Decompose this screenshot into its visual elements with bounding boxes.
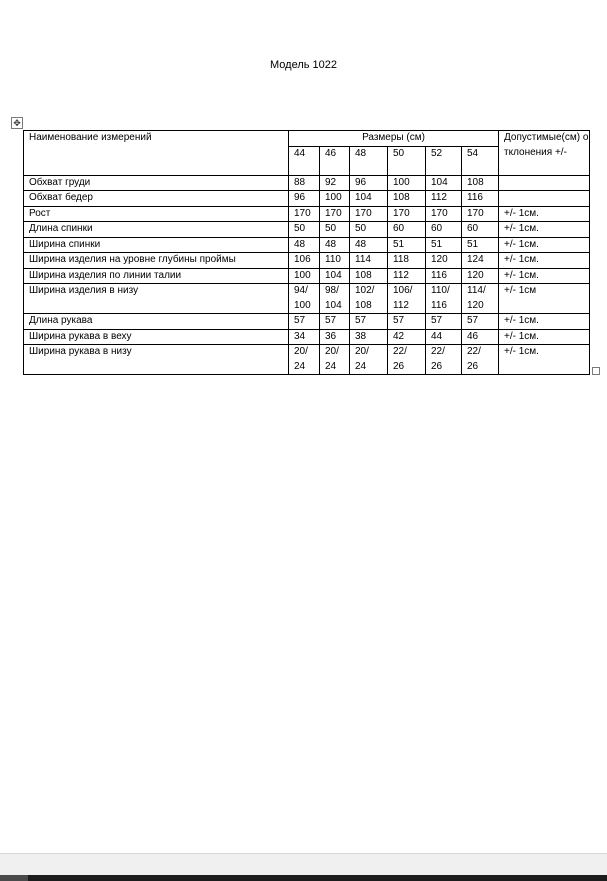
size-value-cell: 57: [289, 314, 320, 330]
size-value-cell: 170: [289, 206, 320, 222]
size-value-cell: 46: [462, 329, 499, 345]
table-row: [24, 284, 590, 314]
size-value-cell: 60: [388, 222, 426, 238]
taskbar: [0, 875, 607, 881]
size-value-cell: [462, 345, 499, 375]
size-value-line: 98/: [325, 285, 339, 296]
size-value-line: 26: [393, 360, 405, 372]
size-value-line: 20/: [294, 346, 308, 357]
size-value-line: 100: [294, 299, 311, 311]
size-value-cell: 57: [320, 314, 350, 330]
size-value-line: 116: [431, 299, 447, 311]
size-value-cell: [462, 284, 499, 314]
table-resize-handle[interactable]: [592, 367, 600, 375]
measurement-name: Длина рукава: [24, 314, 289, 330]
measurement-name: Обхват бедер: [24, 191, 289, 207]
size-value-line: 26: [467, 360, 479, 372]
measurement-name: Ширина спинки: [24, 237, 289, 253]
size-value-cell: 96: [289, 191, 320, 207]
size-value-line: 114/: [467, 285, 486, 296]
size-value-cell: 112: [426, 191, 462, 207]
size-value-cell: 170: [350, 206, 388, 222]
size-header: 50: [388, 146, 426, 175]
size-value-cell: 108: [462, 175, 499, 191]
size-value-cell: 118: [388, 253, 426, 269]
size-value-cell: 51: [426, 237, 462, 253]
tolerance-value: +/- 1см.: [499, 345, 590, 375]
size-value-line: 22/: [467, 346, 481, 357]
tolerance-value: +/- 1см.: [499, 329, 590, 345]
size-header: 52: [426, 146, 462, 175]
size-value-cell: [289, 345, 320, 375]
size-value-cell: [426, 284, 462, 314]
size-value-line: 120: [467, 299, 484, 311]
size-value-cell: 50: [320, 222, 350, 238]
table-row: [24, 329, 590, 345]
tolerance-value: +/- 1см.: [499, 268, 590, 284]
table-row: [24, 314, 590, 330]
size-value-cell: [350, 345, 388, 375]
size-header: 44: [289, 146, 320, 175]
table-row: [24, 175, 590, 191]
size-value-cell: 50: [350, 222, 388, 238]
size-value-cell: 57: [426, 314, 462, 330]
table-row: [24, 345, 590, 375]
size-value-cell: 100: [388, 175, 426, 191]
size-value-cell: 170: [426, 206, 462, 222]
size-value-line: 102/: [355, 285, 375, 296]
size-value-cell: 92: [320, 175, 350, 191]
size-value-cell: 48: [320, 237, 350, 253]
header-sizes-label: Размеры (см): [289, 131, 499, 147]
header-measurement-name: Наименование измерений: [24, 131, 289, 176]
size-value-cell: 110: [320, 253, 350, 269]
size-value-cell: 42: [388, 329, 426, 345]
size-value-cell: 34: [289, 329, 320, 345]
table-row: [24, 206, 590, 222]
measurement-name: Ширина изделия в низу: [24, 284, 289, 314]
size-value-line: 20/: [325, 346, 339, 357]
size-value-cell: 106: [289, 253, 320, 269]
size-value-line: 108: [355, 299, 372, 311]
table-move-handle-icon[interactable]: ✥: [11, 117, 23, 129]
tolerance-value: [499, 175, 590, 191]
size-value-cell: 120: [462, 268, 499, 284]
size-value-cell: 116: [462, 191, 499, 207]
size-header: 46: [320, 146, 350, 175]
document-title: Модель 1022: [269, 59, 337, 71]
header-tolerance: Допустимые(см) отклонения +/-: [499, 131, 590, 176]
size-value-cell: 96: [350, 175, 388, 191]
tolerance-value: +/- 1см.: [499, 222, 590, 238]
size-value-cell: 170: [320, 206, 350, 222]
size-value-cell: 60: [462, 222, 499, 238]
measurement-name: Длина спинки: [24, 222, 289, 238]
measurement-name: Ширина изделия на уровне глубины проймы: [24, 253, 289, 269]
measurement-name: Рост: [24, 206, 289, 222]
size-value-cell: [320, 345, 350, 375]
size-value-line: 106/: [393, 285, 413, 296]
size-value-cell: 104: [320, 268, 350, 284]
size-value-cell: 51: [388, 237, 426, 253]
size-header: 48: [350, 146, 388, 175]
size-value-line: 24: [294, 360, 306, 372]
table-row: [24, 191, 590, 207]
size-value-line: 22/: [431, 346, 445, 357]
size-value-cell: 51: [462, 237, 499, 253]
size-value-cell: 44: [426, 329, 462, 345]
size-value-cell: 104: [426, 175, 462, 191]
size-value-line: 110/: [431, 285, 450, 296]
size-value-cell: 124: [462, 253, 499, 269]
size-value-line: 112: [393, 299, 409, 311]
table-row: [24, 253, 590, 269]
tolerance-value: [499, 191, 590, 207]
size-value-cell: [426, 345, 462, 375]
table-row: [24, 222, 590, 238]
size-value-cell: 104: [350, 191, 388, 207]
size-value-cell: 38: [350, 329, 388, 345]
table-body: [24, 131, 590, 375]
measurement-name: Ширина изделия по линии талии: [24, 268, 289, 284]
measurements-table: [23, 130, 590, 375]
table-row: [24, 268, 590, 284]
size-value-cell: [388, 284, 426, 314]
size-value-cell: 50: [289, 222, 320, 238]
size-value-cell: 57: [388, 314, 426, 330]
size-value-cell: 108: [388, 191, 426, 207]
size-value-cell: 170: [462, 206, 499, 222]
size-value-line: 24: [325, 360, 337, 372]
taskbar-start-strip: [0, 875, 28, 881]
size-value-cell: 48: [289, 237, 320, 253]
tolerance-value: +/- 1см.: [499, 314, 590, 330]
size-value-line: 22/: [393, 346, 407, 357]
size-value-cell: 57: [462, 314, 499, 330]
status-bar: [0, 853, 607, 876]
size-value-cell: [320, 284, 350, 314]
tolerance-value: +/- 1см.: [499, 206, 590, 222]
size-value-line: 20/: [355, 346, 369, 357]
size-header: 54: [462, 146, 499, 175]
tolerance-value: +/- 1см: [499, 284, 590, 314]
size-value-cell: [289, 284, 320, 314]
size-value-cell: [350, 284, 388, 314]
size-value-cell: 108: [350, 268, 388, 284]
tolerance-value: +/- 1см.: [499, 237, 590, 253]
size-value-cell: 114: [350, 253, 388, 269]
size-value-cell: 88: [289, 175, 320, 191]
size-value-cell: 60: [426, 222, 462, 238]
tolerance-value: +/- 1см.: [499, 253, 590, 269]
measurement-name: Ширина рукава в веху: [24, 329, 289, 345]
size-value-cell: 100: [289, 268, 320, 284]
size-value-cell: 100: [320, 191, 350, 207]
size-value-cell: 170: [388, 206, 426, 222]
size-value-line: 104: [325, 299, 342, 311]
size-value-line: 26: [431, 360, 443, 372]
size-value-cell: 116: [426, 268, 462, 284]
measurement-name: Обхват груди: [24, 175, 289, 191]
size-value-line: 94/: [294, 285, 308, 296]
size-value-cell: 112: [388, 268, 426, 284]
size-value-cell: 120: [426, 253, 462, 269]
table-header-row: [24, 131, 590, 147]
size-value-cell: [388, 345, 426, 375]
measurement-name: Ширина рукава в низу: [24, 345, 289, 375]
table-row: [24, 237, 590, 253]
size-value-cell: 57: [350, 314, 388, 330]
size-value-cell: 36: [320, 329, 350, 345]
size-value-line: 24: [355, 360, 367, 372]
size-value-cell: 48: [350, 237, 388, 253]
